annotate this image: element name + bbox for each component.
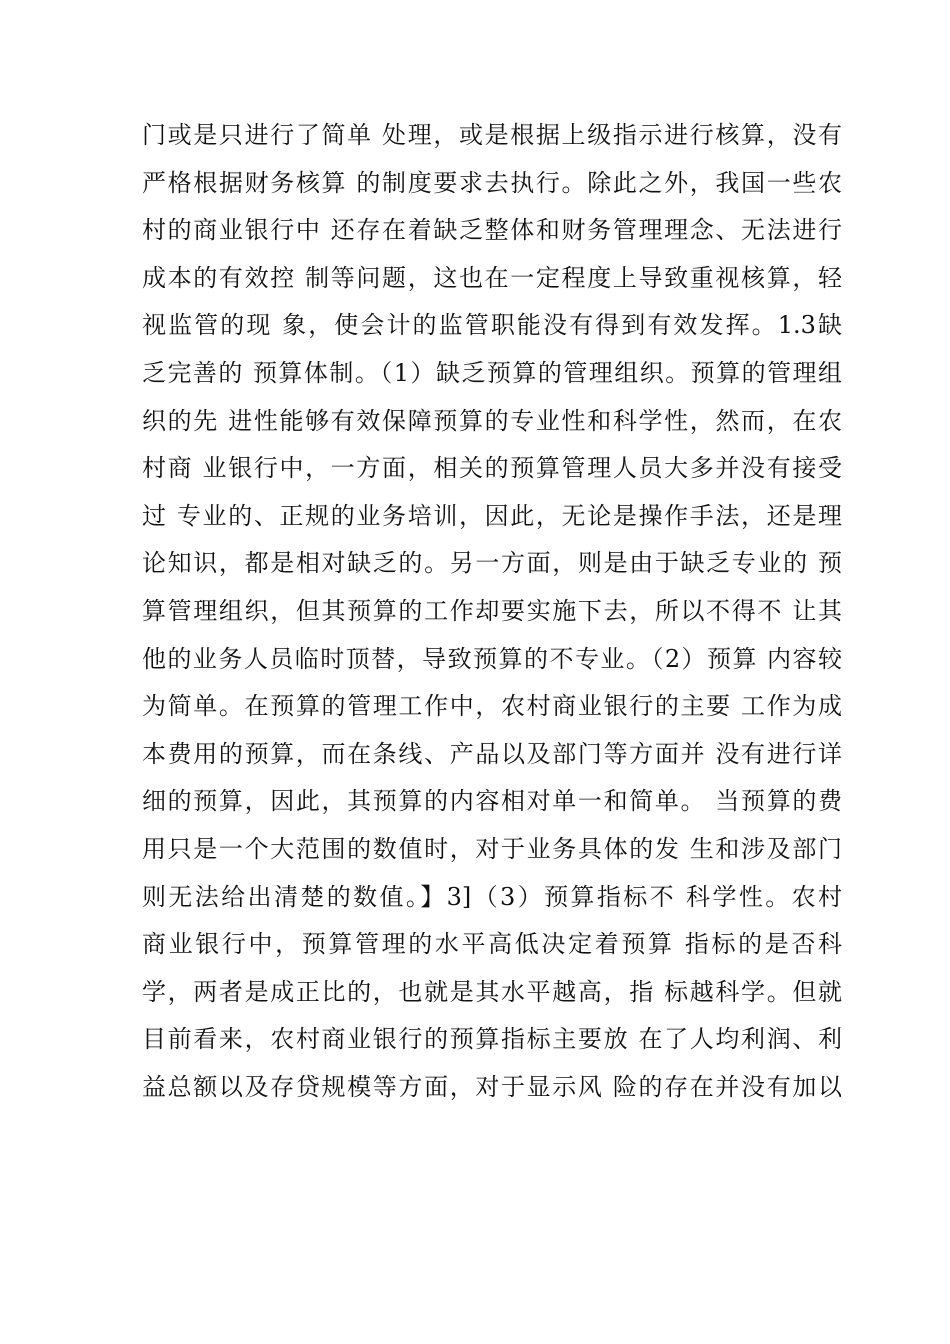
text-line: 本费用的预算，而在条线、产品以及部门等方面并 没有进行详: [142, 739, 842, 768]
text-line: 村的商业银行中 还存在着缺乏整体和财务管理理念、无法进行: [142, 216, 842, 245]
text-line: 论知识，都是相对缺乏的。另一方面，则是由于缺乏专业的 预: [142, 549, 842, 578]
text-line: 乏完善的 预算体制。（1）缺乏预算的管理组织。预算的管理组: [142, 358, 842, 387]
text-line: 过 专业的、正规的业务培训，因此，无论是操作手法，还是理: [142, 501, 842, 530]
text-line: 成本的有效控 制等问题，这也在一定程度上导致重视核算，轻: [142, 263, 842, 292]
text-line: 算管理组织，但其预算的工作却要实施下去，所以不得不 让其: [142, 596, 842, 625]
text-line: 织的先 进性能够有效保障预算的专业性和科学性，然而，在农: [142, 406, 842, 435]
text-line: 视监管的现 象，使会计的监管职能没有得到有效发挥。1.3缺: [142, 311, 842, 340]
body-text: [142, 112, 842, 1111]
text-line: 细的预算，因此，其预算的内容相对单一和简单。 当预算的费: [142, 787, 842, 816]
text-line: 则无法给出清楚的数值。】3]（3）预算指标不 科学性。农村: [142, 882, 842, 911]
text-line: 益总额以及存贷规模等方面，对于显示风 险的存在并没有加以: [142, 1072, 842, 1101]
text-line: 学，两者是成正比的，也就是其水平越高，指 标越科学。但就: [142, 977, 842, 1006]
text-line: 严格根据财务核算 的制度要求去执行。除此之外，我国一些农: [142, 168, 842, 197]
text-line: 目前看来，农村商业银行的预算指标主要放 在了人均利润、利: [142, 1025, 842, 1054]
text-line: 为简单。在预算的管理工作中，农村商业银行的主要 工作为成: [142, 692, 842, 721]
text-line: 门或是只进行了简单 处理，或是根据上级指示进行核算，没有: [142, 121, 842, 149]
text-line: 商业银行中，预算管理的水平高低决定着预算 指标的是否科: [142, 930, 842, 959]
text-line: 他的业务人员临时顶替，导致预算的不专业。（2）预算 内容较: [142, 644, 842, 673]
text-line: 村商 业银行中，一方面，相关的预算管理人员大多并没有接受: [142, 454, 842, 483]
text-line: 用只是一个大范围的数值时，对于业务具体的发 生和涉及部门: [142, 834, 842, 863]
